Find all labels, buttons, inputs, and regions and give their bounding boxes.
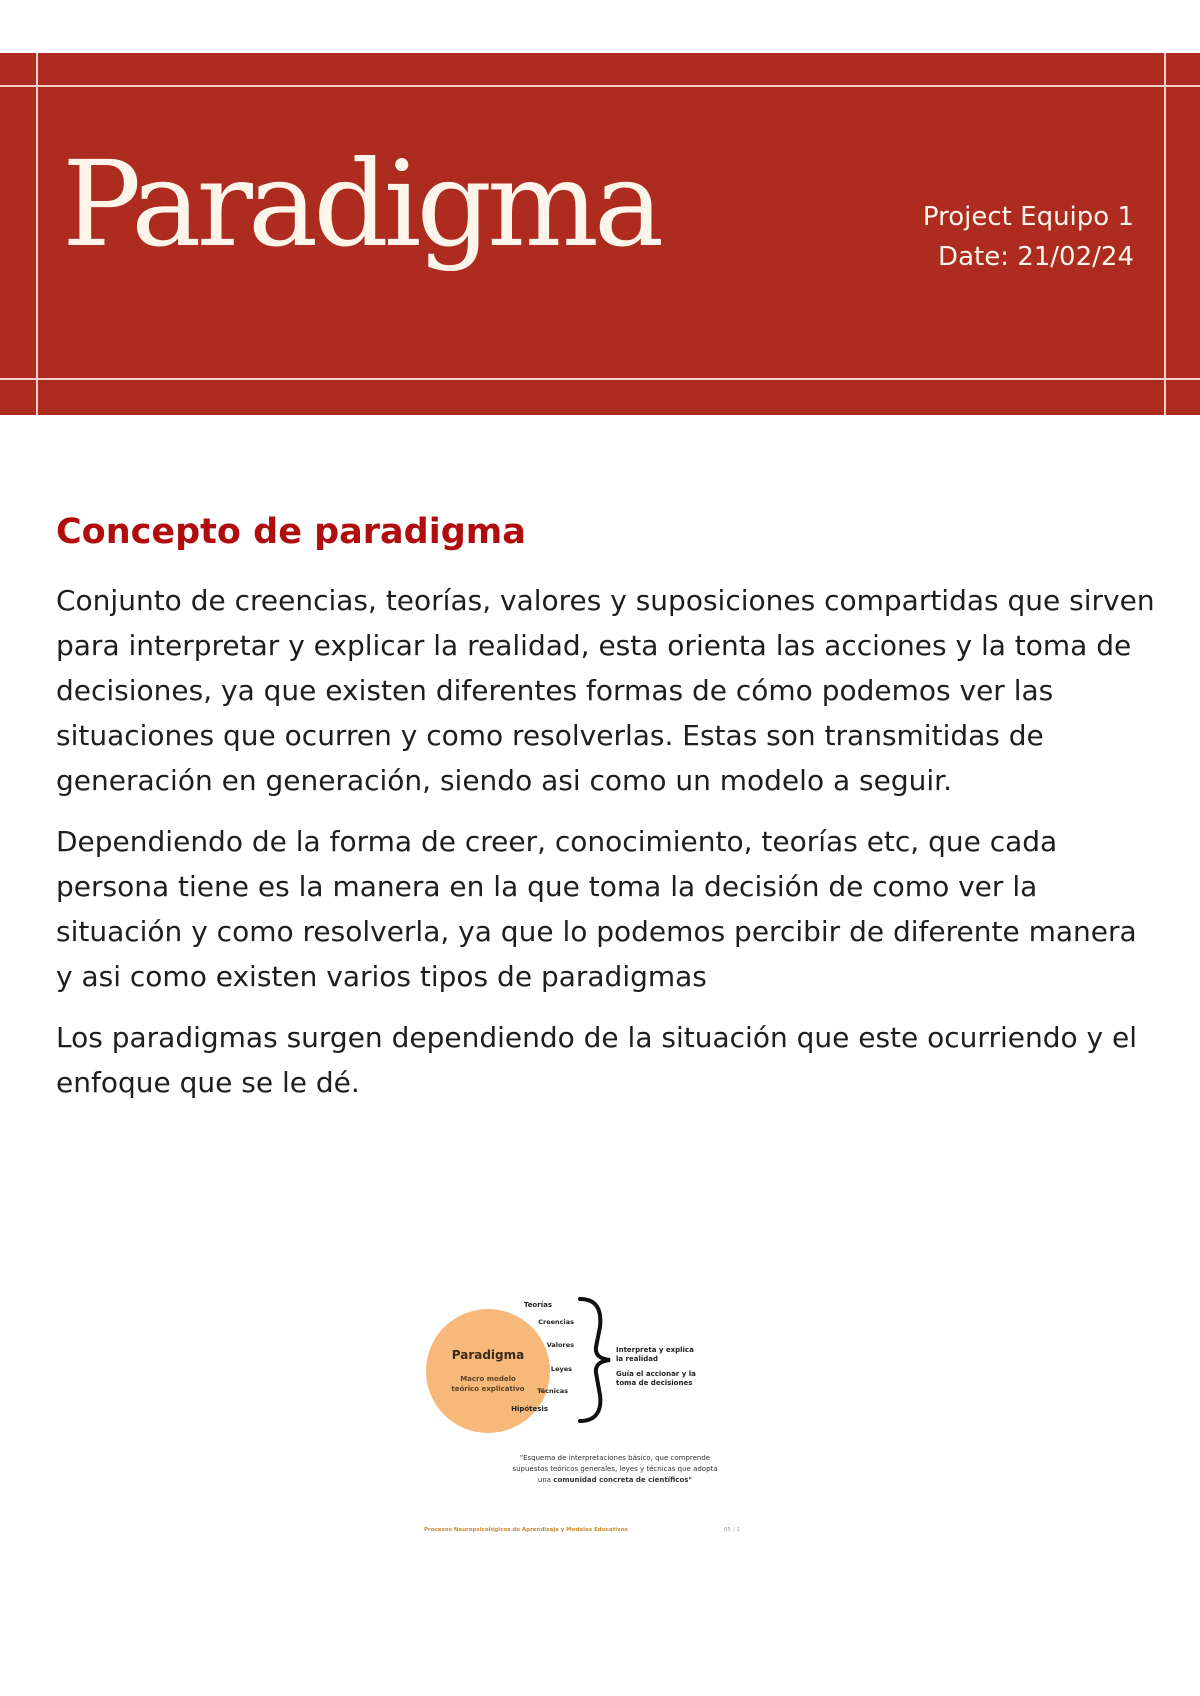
diagram-page-number: 05 / 1 bbox=[724, 1527, 740, 1533]
paragraph-2: Dependiendo de la forma de creer, conocimiento, teorías etc, que cada persona tiene es la manera en la que toma la decisión de como ver la situación y como resolverla, ya que lo podemos percibir de diferente manera y asi como existen varios tipos de paradigmas bbox=[56, 825, 1137, 993]
item-tecnicas: Técnicas bbox=[537, 1387, 568, 1395]
quote-bold: comunidad concreta de científicos" bbox=[553, 1476, 693, 1484]
circle-title: Paradigma bbox=[451, 1348, 525, 1362]
banner-guide-top bbox=[0, 85, 1200, 87]
curly-brace-icon bbox=[580, 1299, 610, 1421]
banner-guide-right bbox=[1164, 53, 1166, 415]
project-date: Date: 21/02/24 bbox=[938, 242, 1134, 272]
quote-line-1: "Esquema de interpretaciones básico, que comprende bbox=[519, 1454, 711, 1462]
section-heading: Concepto de paradigma bbox=[56, 512, 526, 552]
paragraph-1: Conjunto de creencias, teorías, valores y suposiciones compartidas que sirven para interpretar y explicar la realidad, esta orienta las acciones y la toma de decisiones, ya que existen diferentes formas de cómo podemos ver las situaciones que ocurren y como resolverlas. Estas son transmitidas de generación en generación, siendo asi como un modelo a seguir. bbox=[56, 584, 1155, 797]
item-leyes: Leyes bbox=[550, 1365, 572, 1373]
banner-guide-bottom bbox=[0, 378, 1200, 380]
circle-subtitle-1: Macro modelo bbox=[460, 1375, 516, 1383]
brand-title: Paradigma bbox=[62, 135, 660, 273]
main-content bbox=[56, 508, 1156, 1121]
item-valores: Valores bbox=[546, 1341, 574, 1349]
circle-subtitle-2: teórico explicativo bbox=[451, 1385, 525, 1393]
project-name: Project Equipo 1 bbox=[922, 202, 1134, 232]
item-creencias: Creencias bbox=[538, 1318, 574, 1326]
paradigm-circle bbox=[426, 1309, 550, 1433]
project-info bbox=[923, 197, 1134, 277]
outcome-line-1: Interpreta y explica bbox=[616, 1346, 694, 1354]
quote-line-2: supuestos teóricos generales, leyes y técnicas que adopta bbox=[512, 1465, 718, 1473]
item-hipotesis: Hipótesis bbox=[511, 1405, 548, 1413]
item-teorias: Teorías bbox=[523, 1301, 552, 1309]
outcome-line-3: Guía el accionar y la bbox=[616, 1370, 696, 1378]
paragraph-3: Los paradigmas surgen dependiendo de la situación que este ocurriendo y el enfoque que se le dé. bbox=[56, 1021, 1137, 1099]
outcome-line-2: la realidad bbox=[616, 1355, 659, 1363]
header-banner bbox=[0, 53, 1200, 415]
outcome-line-4: toma de decisiones bbox=[616, 1379, 693, 1387]
diagram-footer-text: Procesos Neuropsicológicos de Aprendizaje y Modelos Educativos bbox=[424, 1527, 628, 1533]
banner-guide-left bbox=[36, 53, 38, 415]
paradigm-diagram bbox=[424, 1285, 778, 1535]
quote-line-3 bbox=[538, 1476, 692, 1484]
quote-plain: una bbox=[537, 1476, 554, 1484]
